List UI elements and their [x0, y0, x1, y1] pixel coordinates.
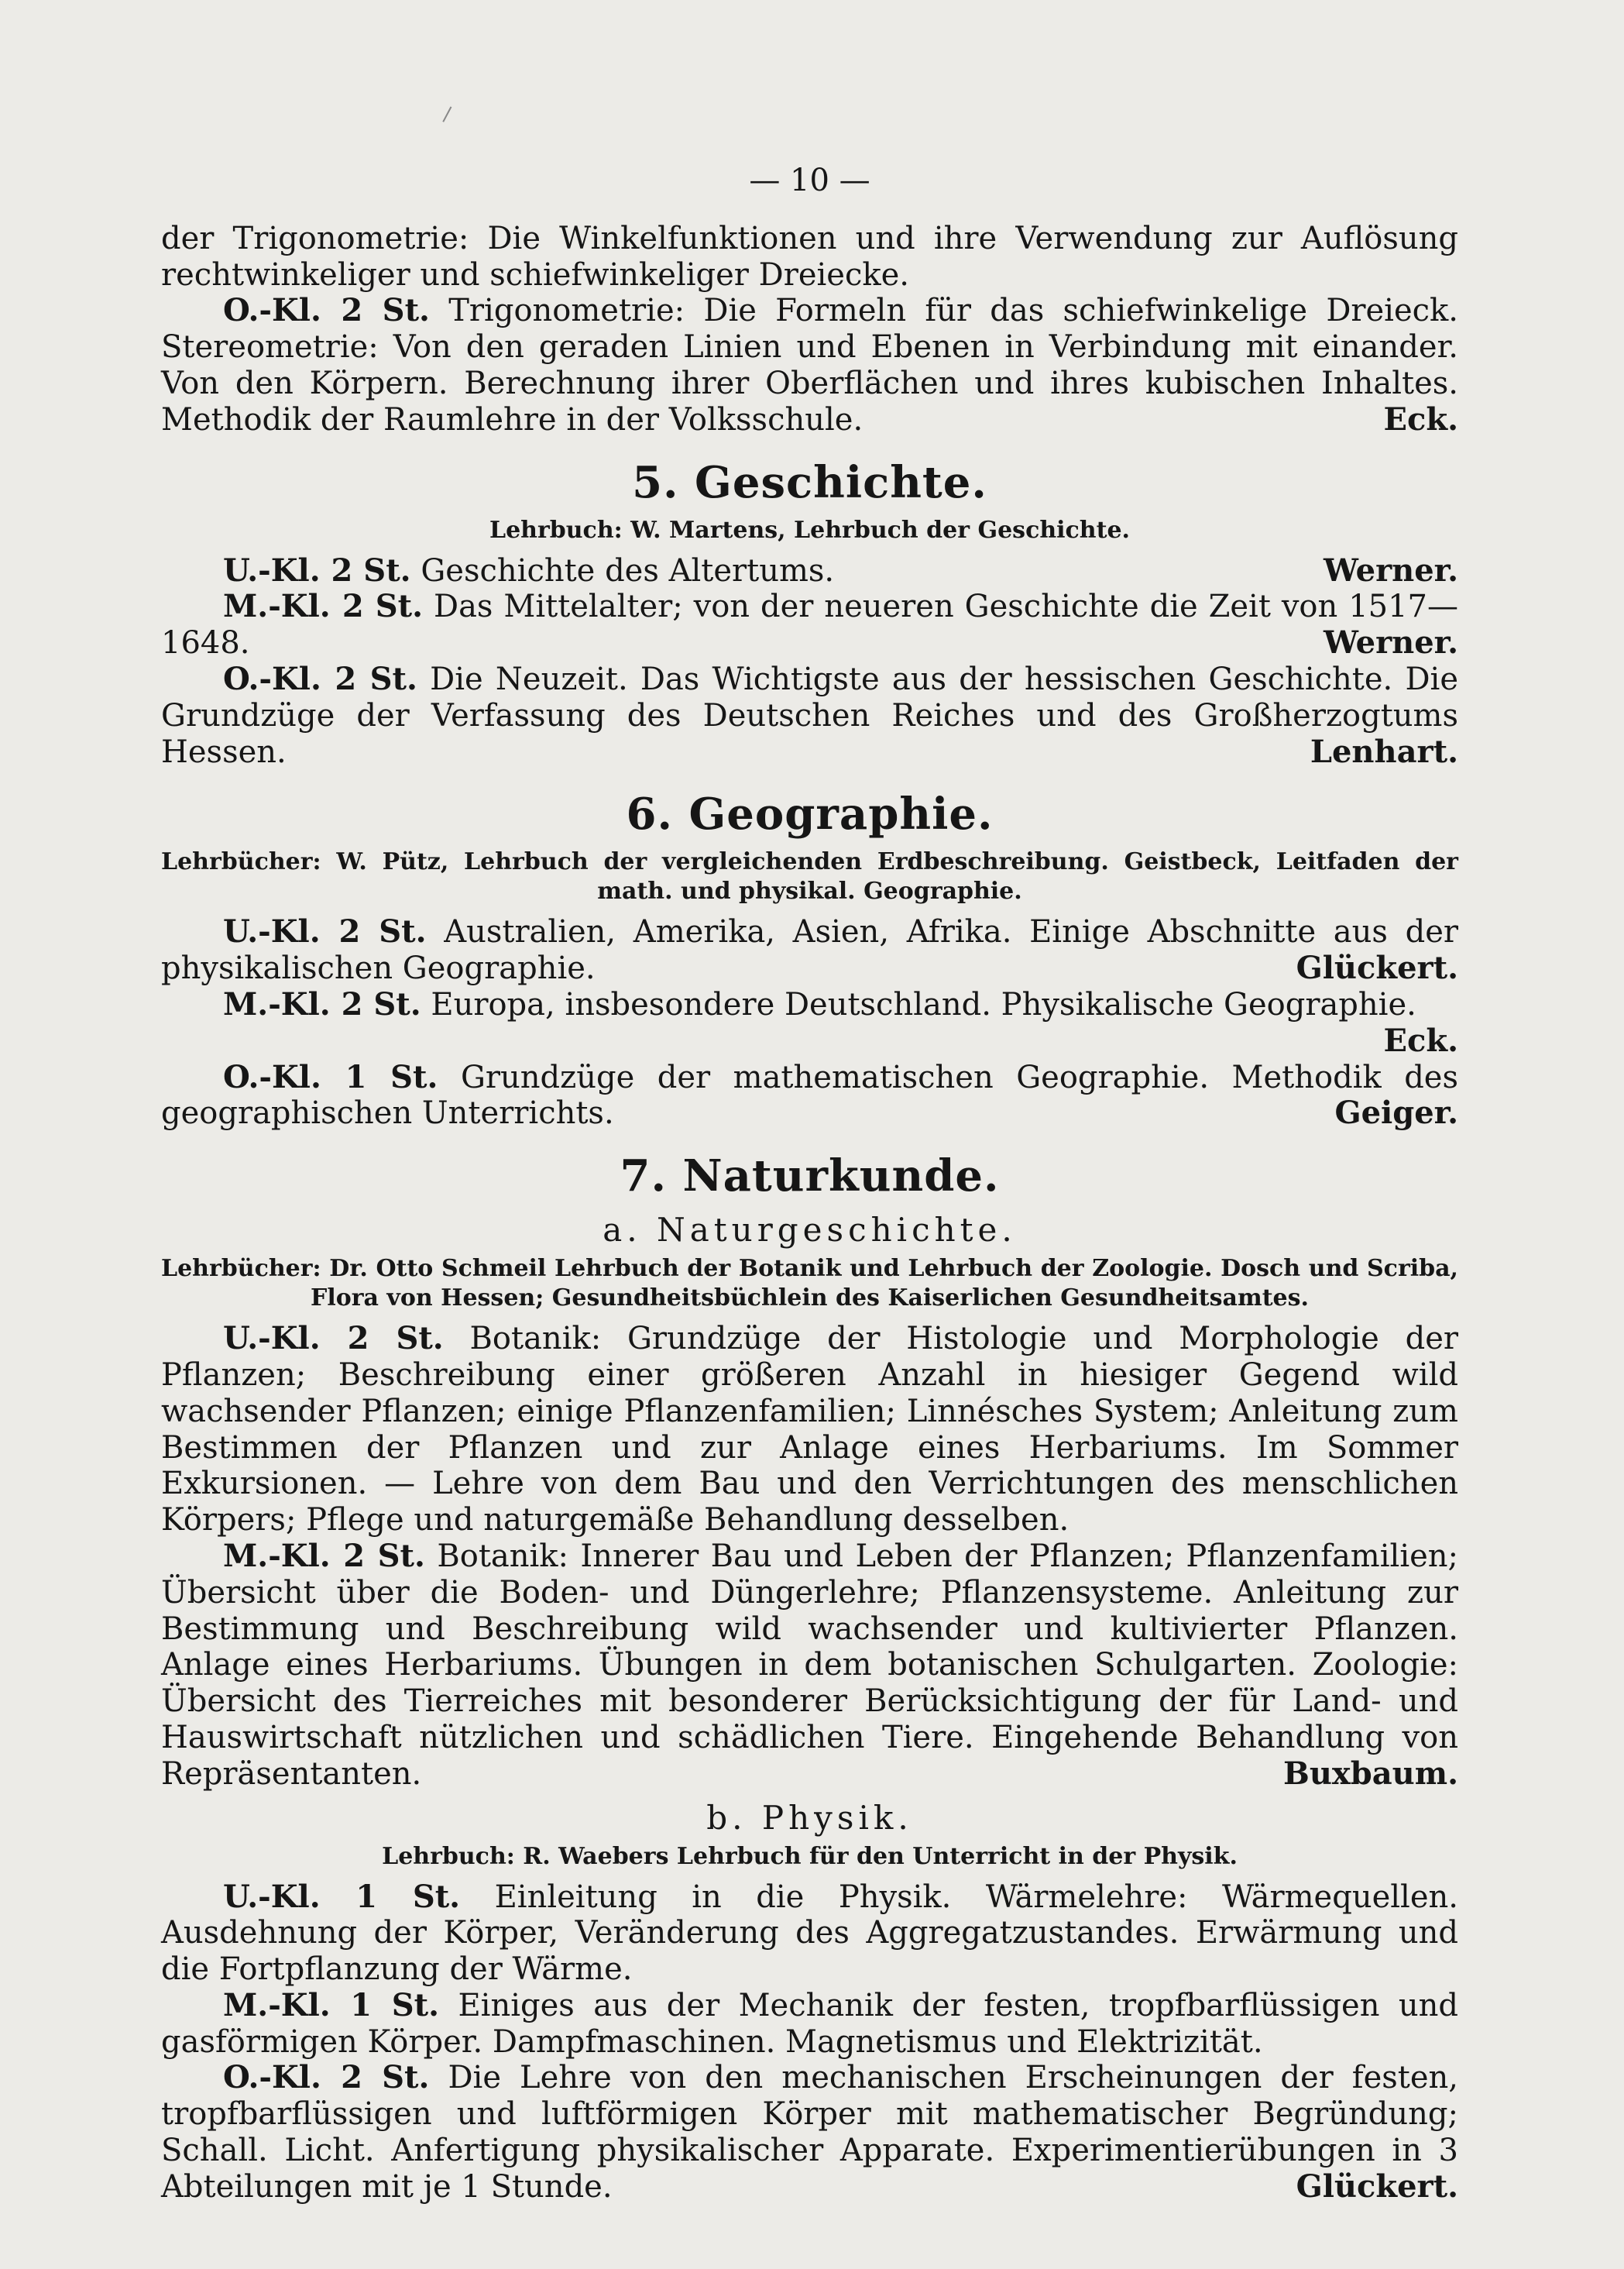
intro-paragraph: der Trigonometrie: Die Winkelfunktionen und ihre Verwendung zur Auflösung rechtwinkeliger und schiefwinkeliger Dreiecke.: [161, 220, 1458, 293]
teacher-name: Buxbaum.: [1283, 1755, 1458, 1792]
entry-paragraph: [161, 985, 1458, 1059]
entry-paragraph: [161, 1538, 1458, 1793]
entry-paragraph: [161, 1988, 1458, 2061]
stray-mark: [442, 106, 455, 124]
paragraph-text: Botanik: Grundzüge der Histologie und Morphologie der Pflanzen; Beschreibung einer größeren Anzahl in hiesiger Gegend wild wachsender Pflanzen; einige Pflanzenfamilien; Linnésches System; Anleitung zum Bestimmen der Pflanzen und zur Anlage eines Herbariums. Im Sommer Exkursionen. — Lehre von dem Bau und den Verrichtungen des menschlichen Körpers; Pflege und naturgemäße Behandlung desselben.: [161, 1321, 1458, 1538]
teacher-name: Glückert.: [1296, 2168, 1458, 2205]
class-label: M.-Kl. 2 St.: [223, 1537, 425, 1574]
paragraph-text: Botanik: Innerer Bau und Leben der Pflanzen; Pflanzenfamilien; Übersicht über die Boden- und Düngerlehre; Pflanzensysteme. Anleitung zur Bestimmung und Beschreibung wild wachsender und kultivierter Pflanzen. Anlage eines Herbariums. Übungen in dem botanischen Schulgarten. Zoologie: Übersicht des Tierreiches mit besonderer Berücksichtigung der für Land- und Hauswirtschaft nützlichen und schädlichen Tiere. Eingehende Behandlung von Repräsentanten.: [161, 1538, 1459, 1792]
paragraph-text: Australien, Amerika, Asien, Afrika. Einige Abschnitte aus der physikalischen Geographie.: [161, 914, 1458, 987]
paragraph-text: Geschichte des Altertums.: [421, 552, 835, 589]
class-label: U.-Kl. 2 St.: [223, 913, 427, 951]
class-label: U.-Kl. 2 St.: [223, 552, 411, 589]
paragraph-text: Einleitung in die Physik. Wärmelehre: Wärmequellen. Ausdehnung der Körper, Veränderung des Aggregatzustandes. Erwärmung und die Fortpflanzung der Wärme.: [161, 1879, 1458, 1988]
subsection-heading-naturgeschichte: a. Naturgeschichte.: [603, 1211, 1017, 1250]
entry-paragraph: [161, 1321, 1458, 1538]
class-label: O.-Kl. 1 St.: [223, 1058, 438, 1095]
paragraph-text: Das Mittelalter; von der neueren Geschichte die Zeit von 1517—1648.: [161, 589, 1458, 662]
class-label: O.-Kl. 2 St.: [223, 292, 430, 329]
entry-paragraph: [161, 1060, 1458, 1133]
class-label: O.-Kl. 2 St.: [223, 2059, 430, 2096]
paragraph-text: Grundzüge der mathematischen Geographie. Methodik des geographischen Unterrichts.: [161, 1059, 1458, 1132]
teacher-name: Werner.: [1323, 552, 1458, 589]
teacher-name: Eck.: [1383, 1022, 1458, 1059]
textbook-line: Lehrbuch: R. Waebers Lehrbuch für den Unterricht in der Physik.: [382, 1842, 1238, 1870]
teacher-name: Geiger.: [1334, 1095, 1458, 1132]
paragraph-text: Einiges aus der Mechanik der festen, tropfbarflüssigen und gasförmigen Körper. Dampfmaschinen. Magnetismus und Elektrizität.: [161, 1987, 1459, 2060]
paragraph-text: Die Lehre von den mechanischen Erscheinungen der festen, tropfbarflüssigen und luftförmigen Körper mit mathematischer Begründung; Schall. Licht. Anfertigung physikalischer Apparate. Experimentierübungen in 3 Abteilungen mit je 1 Stunde.: [161, 2060, 1459, 2205]
page-number: — 10 —: [749, 163, 870, 198]
entry-paragraph: [161, 914, 1458, 987]
class-label: M.-Kl. 2 St.: [223, 985, 421, 1023]
subsection-heading-physik: b. Physik.: [706, 1798, 913, 1837]
textbook-line: Lehrbücher: W. Pütz, Lehrbuch der vergleichenden Erdbeschreibung. Geistbeck, Leitfaden der math. und physikal. Geographie.: [161, 848, 1458, 906]
section-heading-geschichte: 5. Geschichte.: [632, 456, 987, 508]
paragraph-text: Europa, insbesondere Deutschland. Physikalische Geographie.: [431, 986, 1416, 1023]
entry-paragraph: [161, 553, 1458, 590]
section-heading-geographie: 6. Geographie.: [626, 789, 994, 841]
teacher-name: Werner.: [1323, 624, 1458, 662]
class-label: U.-Kl. 1 St.: [223, 1878, 461, 1915]
textbook-line: Lehrbuch: W. Martens, Lehrbuch der Geschichte.: [489, 516, 1131, 544]
class-label: M.-Kl. 2 St.: [223, 588, 424, 625]
section-heading-naturkunde: 7. Naturkunde.: [620, 1150, 1000, 1202]
teacher-name: Lenhart.: [1310, 733, 1458, 770]
entry-paragraph: [161, 589, 1458, 662]
paragraph-text: Die Neuzeit. Das Wichtigste aus der hessischen Geschichte. Die Grundzüge der Verfassung des Deutschen Reiches und des Großherzogtums Hessen.: [161, 661, 1458, 770]
class-label: U.-Kl. 2 St.: [223, 1320, 444, 1357]
teacher-name: Glückert.: [1296, 950, 1458, 987]
entry-paragraph: [161, 1879, 1458, 1988]
class-label: O.-Kl. 2 St.: [223, 660, 417, 697]
textbook-line: Lehrbücher: Dr. Otto Schmeil Lehrbuch der Botanik und Lehrbuch der Zoologie. Dosch und Scriba, Flora von Hessen; Gesundheitsbüchlein des Kaiserlichen Gesundheitsamtes.: [161, 1255, 1458, 1312]
entry-paragraph: [161, 662, 1458, 770]
entry-paragraph: [161, 2060, 1458, 2205]
teacher-name: Eck.: [1383, 401, 1458, 438]
class-label: M.-Kl. 1 St.: [223, 1986, 440, 2023]
math-ok-paragraph: [161, 293, 1458, 438]
page-content: [161, 163, 1458, 2205]
paragraph-text: Trigonometrie: Die Formeln für das schiefwinkelige Dreieck. Stereometrie: Von den geraden Linien und Ebenen in Verbindung mit einander. Von den Körpern. Berechnung ihrer Oberflächen und ihres kubischen Inhaltes. Methodik der Raumlehre in der Volksschule.: [161, 293, 1459, 438]
